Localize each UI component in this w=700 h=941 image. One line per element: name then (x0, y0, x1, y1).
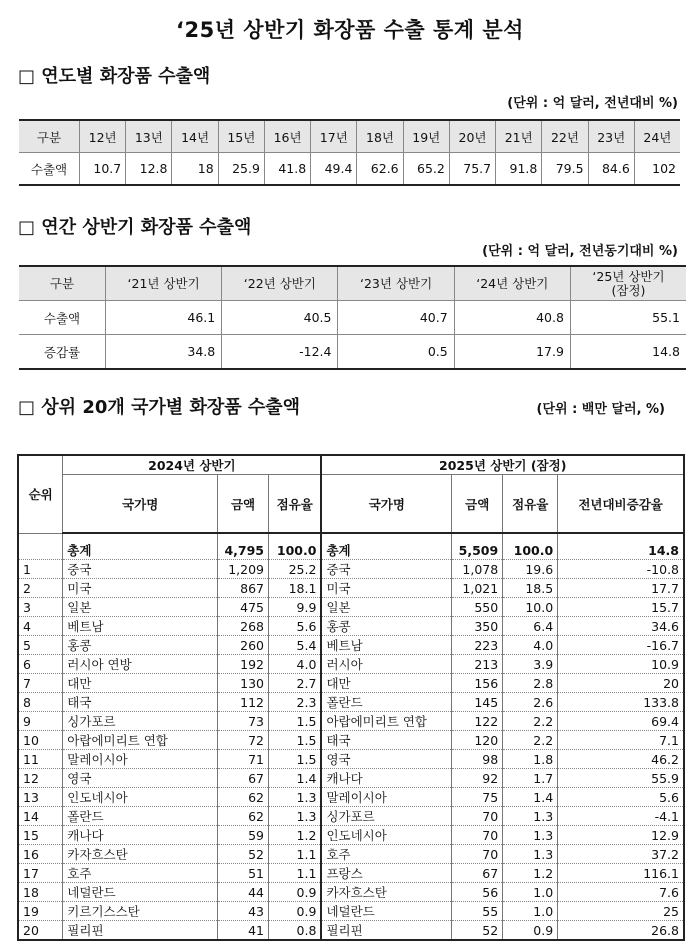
country-cell: 싱가포르 (321, 807, 451, 826)
share-cell: 1.3 (503, 807, 558, 826)
period-header: ‘23년 상반기 (338, 266, 454, 301)
table-row (18, 921, 684, 941)
share-cell: 1.1 (268, 864, 321, 883)
country-cell: 러시아 연방 (63, 655, 218, 674)
year-header: 24년 (634, 120, 680, 153)
amount-cell: 92 (452, 769, 503, 788)
share-cell: 1.3 (503, 845, 558, 864)
growth-cell: 69.4 (558, 712, 684, 731)
table-header-row (19, 120, 680, 153)
country-cell: 캐나다 (321, 769, 451, 788)
share-cell: 0.8 (268, 921, 321, 941)
amount-cell: 350 (452, 617, 503, 636)
amount-cell: 71 (218, 750, 269, 769)
country-header: 국가명 (63, 475, 218, 534)
growth-cell: 55.9 (558, 769, 684, 788)
country-cell: 대만 (63, 674, 218, 693)
share-cell: 100.0 (268, 541, 321, 560)
total-row (18, 541, 684, 560)
growth-cell: 34.6 (558, 617, 684, 636)
table-row (18, 864, 684, 883)
table-row (18, 617, 684, 636)
country-cell: 태국 (321, 731, 451, 750)
value-cell: 65.2 (403, 153, 449, 186)
section2-unit: (단위 : 억 달러, 전년동기대비 %) (482, 244, 678, 259)
growth-cell: 7.1 (558, 731, 684, 750)
share-cell: 1.4 (503, 788, 558, 807)
country-cell: 베트남 (321, 636, 451, 655)
spacer-row (18, 533, 684, 541)
amount-cell: 67 (218, 769, 269, 788)
value-cell: 10.7 (80, 153, 126, 186)
year-header: 13년 (126, 120, 172, 153)
section3-heading: □ 상위 20개 국가별 화장품 수출액 (18, 397, 301, 418)
share-cell: 19.6 (503, 560, 558, 579)
value-cell: 79.5 (542, 153, 588, 186)
country-cell: 인도네시아 (63, 788, 218, 807)
country-cell: 베트남 (63, 617, 218, 636)
share-cell: 1.2 (503, 864, 558, 883)
country-cell: 일본 (63, 598, 218, 617)
growth-cell: 25 (558, 902, 684, 921)
amount-cell: 122 (452, 712, 503, 731)
total-label: 총계 (63, 541, 218, 560)
year-header: 14년 (172, 120, 218, 153)
rank-cell: 2 (18, 579, 63, 598)
share-cell: 1.5 (268, 750, 321, 769)
rank-cell: 20 (18, 921, 63, 941)
value-cell: 102 (634, 153, 680, 186)
share-cell: 1.3 (503, 826, 558, 845)
rank-cell: 4 (18, 617, 63, 636)
value-cell: 40.5 (222, 301, 338, 335)
growth-cell: 17.7 (558, 579, 684, 598)
year-header: 17년 (311, 120, 357, 153)
year-header: 22년 (542, 120, 588, 153)
growth-cell: 133.8 (558, 693, 684, 712)
share-cell: 1.1 (268, 845, 321, 864)
rank-cell: 18 (18, 883, 63, 902)
table-row (18, 807, 684, 826)
growth-cell: 5.6 (558, 788, 684, 807)
table-row (18, 788, 684, 807)
value-cell: 55.1 (570, 301, 686, 335)
amount-cell: 192 (218, 655, 269, 674)
amount-cell: 1,209 (218, 560, 269, 579)
amount-cell: 5,509 (452, 541, 503, 560)
rank-cell: 11 (18, 750, 63, 769)
value-cell: 46.1 (106, 301, 222, 335)
amount-cell: 145 (452, 693, 503, 712)
growth-cell: 7.6 (558, 883, 684, 902)
share-cell: 2.6 (503, 693, 558, 712)
amount-cell: 1,078 (452, 560, 503, 579)
growth-cell: 26.8 (558, 921, 684, 941)
share-cell: 0.9 (268, 883, 321, 902)
amount-cell: 70 (452, 807, 503, 826)
value-cell: 40.7 (338, 301, 454, 335)
share-cell: 1.0 (503, 883, 558, 902)
rank-cell: 9 (18, 712, 63, 731)
share-cell: 5.4 (268, 636, 321, 655)
country-export-table (17, 454, 685, 941)
share-cell: 1.3 (268, 788, 321, 807)
share-cell: 1.2 (268, 826, 321, 845)
share-cell: 4.0 (268, 655, 321, 674)
country-cell: 필리핀 (321, 921, 451, 941)
amount-cell: 120 (452, 731, 503, 750)
country-cell: 대만 (321, 674, 451, 693)
value-cell: -12.4 (222, 335, 338, 370)
year-header: 23년 (588, 120, 634, 153)
row-header-cell: 구분 (19, 266, 106, 301)
table-row (18, 636, 684, 655)
share-cell: 2.2 (503, 712, 558, 731)
country-cell: 키르기스스탄 (63, 902, 218, 921)
amount-header: 금액 (218, 475, 269, 534)
rank-cell: 13 (18, 788, 63, 807)
amount-cell: 475 (218, 598, 269, 617)
country-cell: 말레이시아 (63, 750, 218, 769)
country-cell: 일본 (321, 598, 451, 617)
country-cell: 아랍에미리트 연합 (63, 731, 218, 750)
table-row (18, 579, 684, 598)
table-row (18, 674, 684, 693)
country-cell: 미국 (63, 579, 218, 598)
country-cell: 홍콩 (63, 636, 218, 655)
share-cell: 18.1 (268, 579, 321, 598)
country-cell: 캐나다 (63, 826, 218, 845)
rank-cell: 7 (18, 674, 63, 693)
rank-cell: 5 (18, 636, 63, 655)
rank-cell: 17 (18, 864, 63, 883)
amount-cell: 44 (218, 883, 269, 902)
growth-cell: 46.2 (558, 750, 684, 769)
section1-unit: (단위 : 억 달러, 전년대비 %) (507, 96, 678, 111)
value-cell: 75.7 (449, 153, 495, 186)
amount-cell: 59 (218, 826, 269, 845)
table-row (19, 335, 686, 370)
country-cell: 영국 (63, 769, 218, 788)
country-cell: 필리핀 (63, 921, 218, 941)
country-cell: 영국 (321, 750, 451, 769)
country-cell: 인도네시아 (321, 826, 451, 845)
value-cell: 12.8 (126, 153, 172, 186)
share-cell: 3.9 (503, 655, 558, 674)
amount-cell: 43 (218, 902, 269, 921)
rank-cell: 15 (18, 826, 63, 845)
share-cell: 5.6 (268, 617, 321, 636)
amount-cell: 55 (452, 902, 503, 921)
amount-cell: 98 (452, 750, 503, 769)
amount-cell: 213 (452, 655, 503, 674)
table-row (19, 301, 686, 335)
amount-cell: 62 (218, 807, 269, 826)
amount-cell: 223 (452, 636, 503, 655)
period-header-line1: ‘25년 상반기 (592, 268, 665, 284)
share-cell: 0.9 (503, 921, 558, 941)
row-label: 수출액 (19, 153, 80, 186)
amount-cell: 41 (218, 921, 269, 941)
country-cell: 아랍에미리트 연합 (321, 712, 451, 731)
growth-cell: 20 (558, 674, 684, 693)
value-cell: 0.5 (338, 335, 454, 370)
amount-cell: 72 (218, 731, 269, 750)
share-cell: 1.5 (268, 712, 321, 731)
share-cell: 100.0 (503, 541, 558, 560)
share-cell: 0.9 (268, 902, 321, 921)
share-cell: 1.8 (503, 750, 558, 769)
rank-cell: 16 (18, 845, 63, 864)
share-cell: 1.4 (268, 769, 321, 788)
rank-cell: 14 (18, 807, 63, 826)
year-header: 12년 (80, 120, 126, 153)
rank-cell: 1 (18, 560, 63, 579)
table-row (18, 598, 684, 617)
country-cell: 미국 (321, 579, 451, 598)
value-cell: 34.8 (106, 335, 222, 370)
growth-header: 전년대비증감율 (558, 475, 684, 534)
amount-cell: 73 (218, 712, 269, 731)
table-row (18, 826, 684, 845)
growth-cell: 10.9 (558, 655, 684, 674)
table-row (18, 712, 684, 731)
rank-cell: 6 (18, 655, 63, 674)
country-cell: 말레이시아 (321, 788, 451, 807)
period-header: ‘24년 상반기 (454, 266, 570, 301)
growth-cell: 14.8 (558, 541, 684, 560)
table-row (18, 769, 684, 788)
table-header-row (19, 266, 686, 301)
amount-cell: 112 (218, 693, 269, 712)
growth-cell: -10.8 (558, 560, 684, 579)
row-label: 수출액 (19, 301, 106, 335)
share-cell: 9.9 (268, 598, 321, 617)
share-cell: 1.0 (503, 902, 558, 921)
share-cell: 2.7 (268, 674, 321, 693)
amount-cell: 62 (218, 788, 269, 807)
table-row (18, 845, 684, 864)
year-header: 21년 (496, 120, 542, 153)
table-row (18, 883, 684, 902)
table-row (18, 693, 684, 712)
year-header: 19년 (403, 120, 449, 153)
amount-cell: 51 (218, 864, 269, 883)
section1-heading: □ 연도별 화장품 수출액 (18, 66, 211, 87)
country-cell: 네덜란드 (321, 902, 451, 921)
country-cell: 폴란드 (63, 807, 218, 826)
amount-cell: 130 (218, 674, 269, 693)
yearly-export-table (19, 119, 680, 186)
period-header: ‘22년 상반기 (222, 266, 338, 301)
share-cell: 1.7 (503, 769, 558, 788)
growth-cell: 116.1 (558, 864, 684, 883)
country-cell: 폴란드 (321, 693, 451, 712)
value-cell: 84.6 (588, 153, 634, 186)
share-cell: 25.2 (268, 560, 321, 579)
section3-unit: (단위 : 백만 달러, %) (536, 402, 665, 417)
share-header: 점유율 (268, 475, 321, 534)
value-cell: 91.8 (496, 153, 542, 186)
country-header: 국가명 (321, 475, 451, 534)
share-cell: 4.0 (503, 636, 558, 655)
year-header: 20년 (449, 120, 495, 153)
share-header: 점유율 (503, 475, 558, 534)
value-cell: 49.4 (311, 153, 357, 186)
amount-cell: 260 (218, 636, 269, 655)
country-cell: 홍콩 (321, 617, 451, 636)
share-cell: 1.3 (268, 807, 321, 826)
value-cell: 40.8 (454, 301, 570, 335)
year-header: 16년 (264, 120, 310, 153)
rank-cell: 12 (18, 769, 63, 788)
country-cell: 카자흐스탄 (63, 845, 218, 864)
section2-heading: □ 연간 상반기 화장품 수출액 (18, 217, 252, 238)
row-label: 증감률 (19, 335, 106, 370)
year-header: 15년 (218, 120, 264, 153)
value-cell: 41.8 (264, 153, 310, 186)
amount-cell: 70 (452, 826, 503, 845)
country-cell: 싱가포르 (63, 712, 218, 731)
period-header-line2: (잠정) (611, 282, 646, 298)
column-header-row (18, 475, 684, 534)
share-cell: 1.5 (268, 731, 321, 750)
year-header: 18년 (357, 120, 403, 153)
value-cell: 25.9 (218, 153, 264, 186)
amount-cell: 156 (452, 674, 503, 693)
country-cell: 호주 (321, 845, 451, 864)
country-cell: 중국 (321, 560, 451, 579)
period-header: ‘21년 상반기 (106, 266, 222, 301)
group-header-2024: 2024년 상반기 (63, 455, 322, 475)
table-row (18, 902, 684, 921)
amount-cell: 56 (452, 883, 503, 902)
group-header-2025: 2025년 상반기 (잠정) (321, 455, 684, 475)
growth-cell: -16.7 (558, 636, 684, 655)
growth-cell: 37.2 (558, 845, 684, 864)
table-row (18, 731, 684, 750)
country-cell: 프랑스 (321, 864, 451, 883)
amount-cell: 52 (218, 845, 269, 864)
page-title: ‘25년 상반기 화장품 수출 통계 분석 (176, 18, 524, 42)
half-year-export-table (19, 265, 686, 370)
country-cell: 호주 (63, 864, 218, 883)
value-cell: 18 (172, 153, 218, 186)
share-cell: 2.2 (503, 731, 558, 750)
country-cell: 카자흐스탄 (321, 883, 451, 902)
rank-cell: 19 (18, 902, 63, 921)
rank-cell: 3 (18, 598, 63, 617)
value-cell: 62.6 (357, 153, 403, 186)
share-cell: 6.4 (503, 617, 558, 636)
row-header-cell: 구분 (19, 120, 80, 153)
growth-cell: 12.9 (558, 826, 684, 845)
growth-cell: 15.7 (558, 598, 684, 617)
amount-cell: 52 (452, 921, 503, 941)
country-cell: 태국 (63, 693, 218, 712)
rank-header: 순위 (18, 455, 63, 533)
table-row (19, 153, 680, 186)
amount-header: 금액 (452, 475, 503, 534)
rank-cell: 10 (18, 731, 63, 750)
amount-cell: 867 (218, 579, 269, 598)
amount-cell: 550 (452, 598, 503, 617)
amount-cell: 75 (452, 788, 503, 807)
rank-cell: 8 (18, 693, 63, 712)
country-cell: 러시아 (321, 655, 451, 674)
total-label: 총계 (321, 541, 451, 560)
amount-cell: 4,795 (218, 541, 269, 560)
growth-cell: -4.1 (558, 807, 684, 826)
amount-cell: 70 (452, 845, 503, 864)
period-header (570, 266, 686, 301)
table-row (18, 560, 684, 579)
amount-cell: 1,021 (452, 579, 503, 598)
table-row (18, 655, 684, 674)
share-cell: 2.3 (268, 693, 321, 712)
amount-cell: 268 (218, 617, 269, 636)
table-row (18, 750, 684, 769)
value-cell: 17.9 (454, 335, 570, 370)
share-cell: 18.5 (503, 579, 558, 598)
country-cell: 네덜란드 (63, 883, 218, 902)
country-cell: 중국 (63, 560, 218, 579)
amount-cell: 67 (452, 864, 503, 883)
share-cell: 10.0 (503, 598, 558, 617)
value-cell: 14.8 (570, 335, 686, 370)
share-cell: 2.8 (503, 674, 558, 693)
group-header-row (18, 455, 684, 475)
rank-cell (18, 541, 63, 560)
